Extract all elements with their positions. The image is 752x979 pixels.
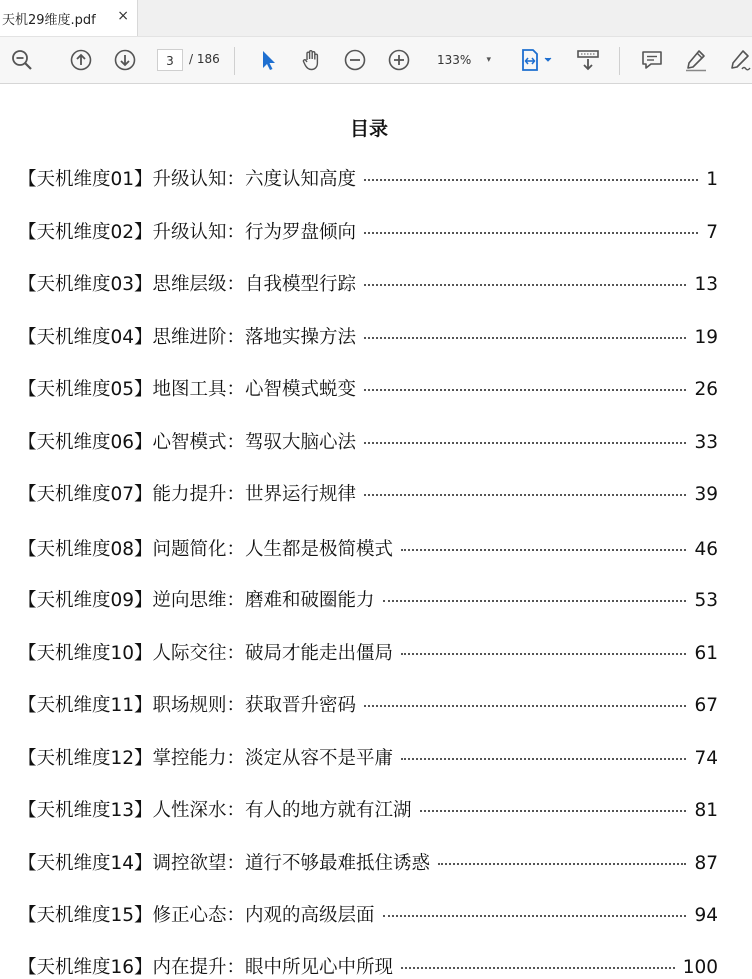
toc-dot-leader [364, 494, 686, 496]
zoom-out-icon[interactable] [342, 47, 368, 73]
toolbar [0, 36, 752, 84]
toc-entry-title: 【天机维度04】思维进阶：落地实操方法 [18, 327, 357, 348]
toc-entry[interactable] [18, 480, 718, 506]
toc-entry-page: 67 [694, 695, 718, 716]
document-tab[interactable] [0, 0, 138, 36]
toc-dot-leader [364, 442, 686, 444]
tab-bar [0, 0, 752, 36]
chevron-down-icon: ▾ [486, 55, 491, 65]
toc-dot-leader [364, 232, 698, 234]
toc-entry[interactable] [18, 323, 718, 349]
toc-dot-leader [364, 284, 686, 286]
toc-dot-leader [364, 389, 686, 391]
select-cursor-icon[interactable] [255, 47, 281, 73]
toc-entry[interactable] [18, 796, 718, 822]
toc-entry-title: 【天机维度11】职场规则：获取晋升密码 [18, 695, 357, 716]
toc-entry-title: 【天机维度10】人际交往：破局才能走出僵局 [18, 643, 394, 664]
toc-entry-page: 19 [694, 327, 718, 348]
toc-entry[interactable] [18, 849, 718, 875]
toc-entry-title: 【天机维度01】升级认知：六度认知高度 [18, 169, 357, 190]
toc-entry-title: 【天机维度13】人性深水：有人的地方就有江湖 [18, 800, 412, 821]
toc-entry[interactable] [18, 744, 718, 770]
toolbar-divider [234, 47, 235, 75]
toc-entry-title: 【天机维度14】调控欲望：道行不够最难抵住诱惑 [18, 853, 431, 874]
tab-title: 天机29维度.pdf [2, 13, 96, 28]
toc-entry-page: 100 [682, 957, 718, 978]
comment-icon[interactable] [639, 47, 665, 73]
toc-entry-page: 13 [694, 274, 718, 295]
toc-entry-title: 【天机维度08】问题简化：人生都是极简模式 [18, 539, 394, 560]
toc-entry-page: 26 [694, 379, 718, 400]
tab-close-icon[interactable]: × [117, 8, 129, 24]
toc-entry-page: 94 [694, 905, 718, 926]
toc-entry-title: 【天机维度06】心智模式：驾驭大脑心法 [18, 432, 357, 453]
toc-entry-title: 【天机维度15】修正心态：内观的高级层面 [18, 905, 375, 926]
toc-entry[interactable] [18, 165, 718, 191]
toc-dot-leader [401, 549, 686, 551]
next-page-icon[interactable] [112, 47, 138, 73]
toc-entry-page: 39 [694, 484, 718, 505]
toc-entry-page: 46 [694, 539, 718, 560]
toc-entry[interactable] [18, 639, 718, 665]
toc-dot-leader [401, 653, 686, 655]
toc-entry-title: 【天机维度05】地图工具：心智模式蜕变 [18, 379, 357, 400]
page-total: / 186 [189, 52, 220, 66]
toc-entry-page: 81 [694, 800, 718, 821]
toc-entry[interactable] [18, 953, 718, 979]
toc-entry[interactable] [18, 218, 718, 244]
zoom-out-magnifier-icon[interactable] [9, 47, 35, 73]
scrolling-mode-icon[interactable] [574, 47, 602, 73]
zoom-level-value: 133% [437, 53, 472, 67]
toc-entry-page: 74 [694, 748, 718, 769]
toc-entry[interactable] [18, 270, 718, 296]
toolbar-divider [619, 47, 620, 75]
toc-dot-leader [420, 810, 687, 812]
highlight-pen-icon[interactable] [683, 47, 709, 73]
toc-entry[interactable] [18, 428, 718, 454]
toc-entry-title: 【天机维度12】掌控能力：淡定从容不是平庸 [18, 748, 394, 769]
fit-page-icon[interactable] [516, 47, 556, 73]
toc-entry[interactable] [18, 375, 718, 401]
toc-entry[interactable] [18, 691, 718, 717]
toc-entry-page: 87 [694, 853, 718, 874]
toc-entry-title: 【天机维度16】内在提升：眼中所见心中所现 [18, 957, 394, 978]
toc-entry[interactable] [18, 535, 718, 561]
toc-entry-title: 【天机维度02】升级认知：行为罗盘倾向 [18, 222, 357, 243]
toc-dot-leader [383, 600, 687, 602]
toc-title: 目录 [349, 118, 388, 140]
toc-entry[interactable] [18, 586, 718, 612]
hand-tool-icon[interactable] [298, 47, 324, 73]
zoom-level-select[interactable] [433, 49, 497, 71]
toc-entry-page: 7 [706, 222, 718, 243]
toc-dot-leader [438, 863, 686, 865]
toc-entry-title: 【天机维度07】能力提升：世界运行规律 [18, 484, 357, 505]
toc-entry-page: 61 [694, 643, 718, 664]
toc-entry-page: 53 [694, 590, 718, 611]
previous-page-icon[interactable] [68, 47, 94, 73]
toc-entry-page: 1 [706, 169, 718, 190]
toc-dot-leader [364, 179, 698, 181]
sign-pen-icon[interactable] [727, 47, 752, 73]
zoom-in-icon[interactable] [386, 47, 412, 73]
toc-dot-leader [401, 967, 675, 969]
toc-entry-page: 33 [694, 432, 718, 453]
toc-dot-leader [401, 758, 686, 760]
page-number-input[interactable]: 3 [157, 49, 183, 71]
toc-dot-leader [364, 705, 686, 707]
toc-entry-title: 【天机维度09】逆向思维：磨难和破圈能力 [18, 590, 375, 611]
toc-dot-leader [383, 915, 687, 917]
toc-entry[interactable] [18, 901, 718, 927]
toc-dot-leader [364, 337, 686, 339]
toc-entry-title: 【天机维度03】思维层级：自我模型行踪 [18, 274, 357, 295]
